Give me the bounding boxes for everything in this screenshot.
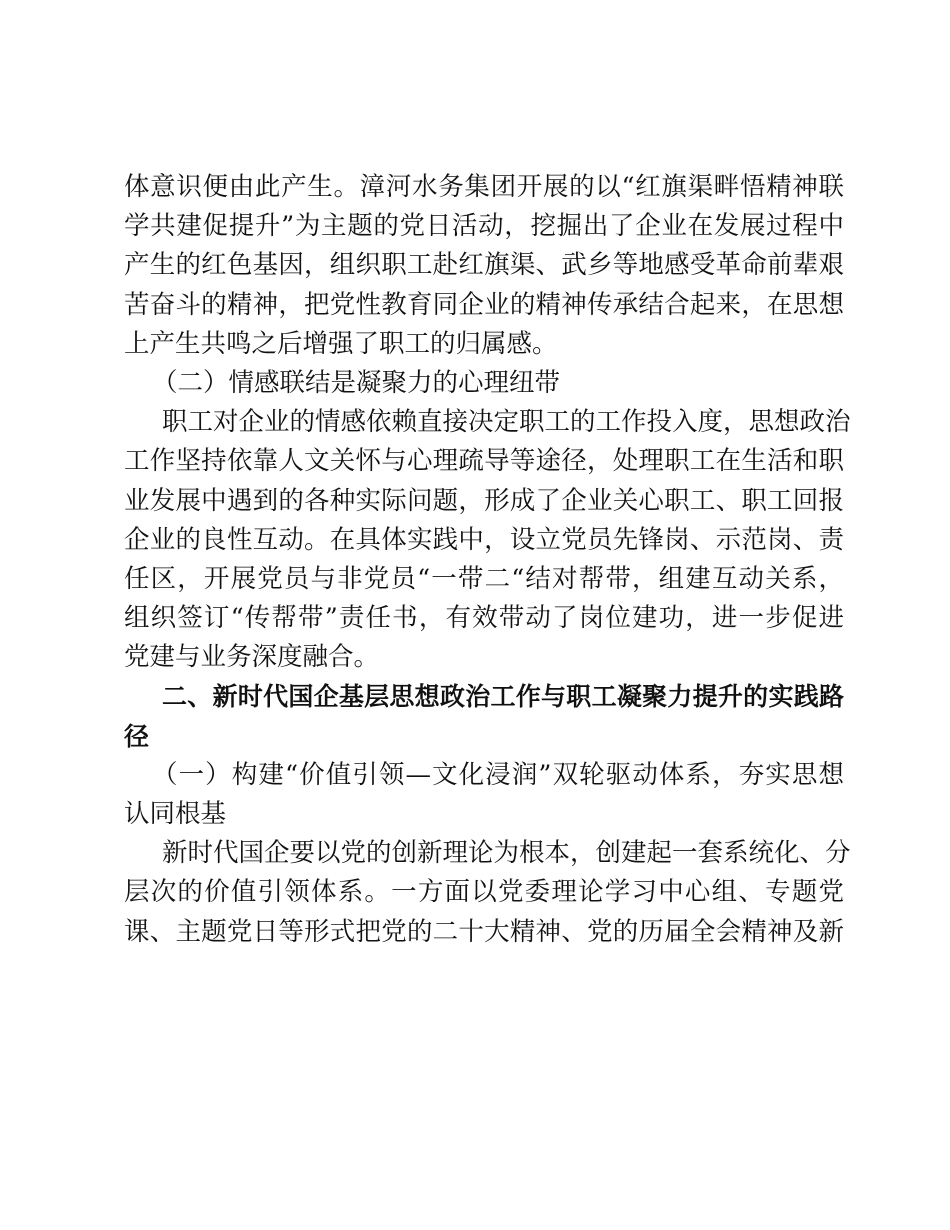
paragraph-line: 层次的价值引领体系。一方面以党委理论学习中心组、专题党 [124,877,844,908]
paragraph-line: 业发展中遇到的各种实际问题，形成了企业关心职工、职工回报 [124,485,844,516]
section-heading: 径 [124,721,150,751]
section-subheading: 认同根基 [124,799,227,829]
paragraph-line: 企业的良性互动。在具体实践中，设立党员先锋岗、示范岗、责 [124,524,844,555]
section-subheading: （二）情感联结是凝聚力的心理纽带 [152,367,561,398]
document-body [124,168,851,952]
paragraph-line: 工作坚持依靠人文关怀与心理疏导等途径，处理职工在生活和职 [124,446,844,477]
paragraph-line: 体意识便由此产生。漳河水务集团开展的以“红旗渠畔悟精神联 [124,172,844,202]
paragraph-line: 学共建促提升”为主题的党日活动，挖掘出了企业在发展过程中 [124,211,844,242]
section-subheading: （一）构建“价值引领—文化浸润”双轮驱动体系，夯实思想 [152,759,844,790]
paragraph-line: 党建与业务深度融合。 [124,642,380,673]
section-heading: 二、新时代国企基层思想政治工作与职工凝聚力提升的实践路 [162,682,844,712]
paragraph-line: 课、主题党日等形式把党的二十大精神、党的历届全会精神及新 [124,916,844,947]
paragraph-line: 新时代国企要以党的创新理论为根本，创建起一套系统化、分 [162,838,851,869]
paragraph-line: 上产生共鸣之后增强了职工的归属感。 [124,328,558,359]
paragraph-line: 产生的红色基因，组织职工赴红旗渠、武乡等地感受革命前辈艰 [124,250,844,281]
paragraph-line: 任区，开展党员与非党员“一带二“结对帮带，组建互动关系， [124,563,844,594]
paragraph-line: 职工对企业的情感依赖直接决定职工的工作投入度，思想政治 [162,407,851,438]
paragraph-line: 组织签订“传帮带”责任书，有效带动了岗位建功，进一步促进 [124,603,844,634]
paragraph-line: 苦奋斗的精神，把党性教育同企业的精神传承结合起来，在思想 [124,289,844,320]
